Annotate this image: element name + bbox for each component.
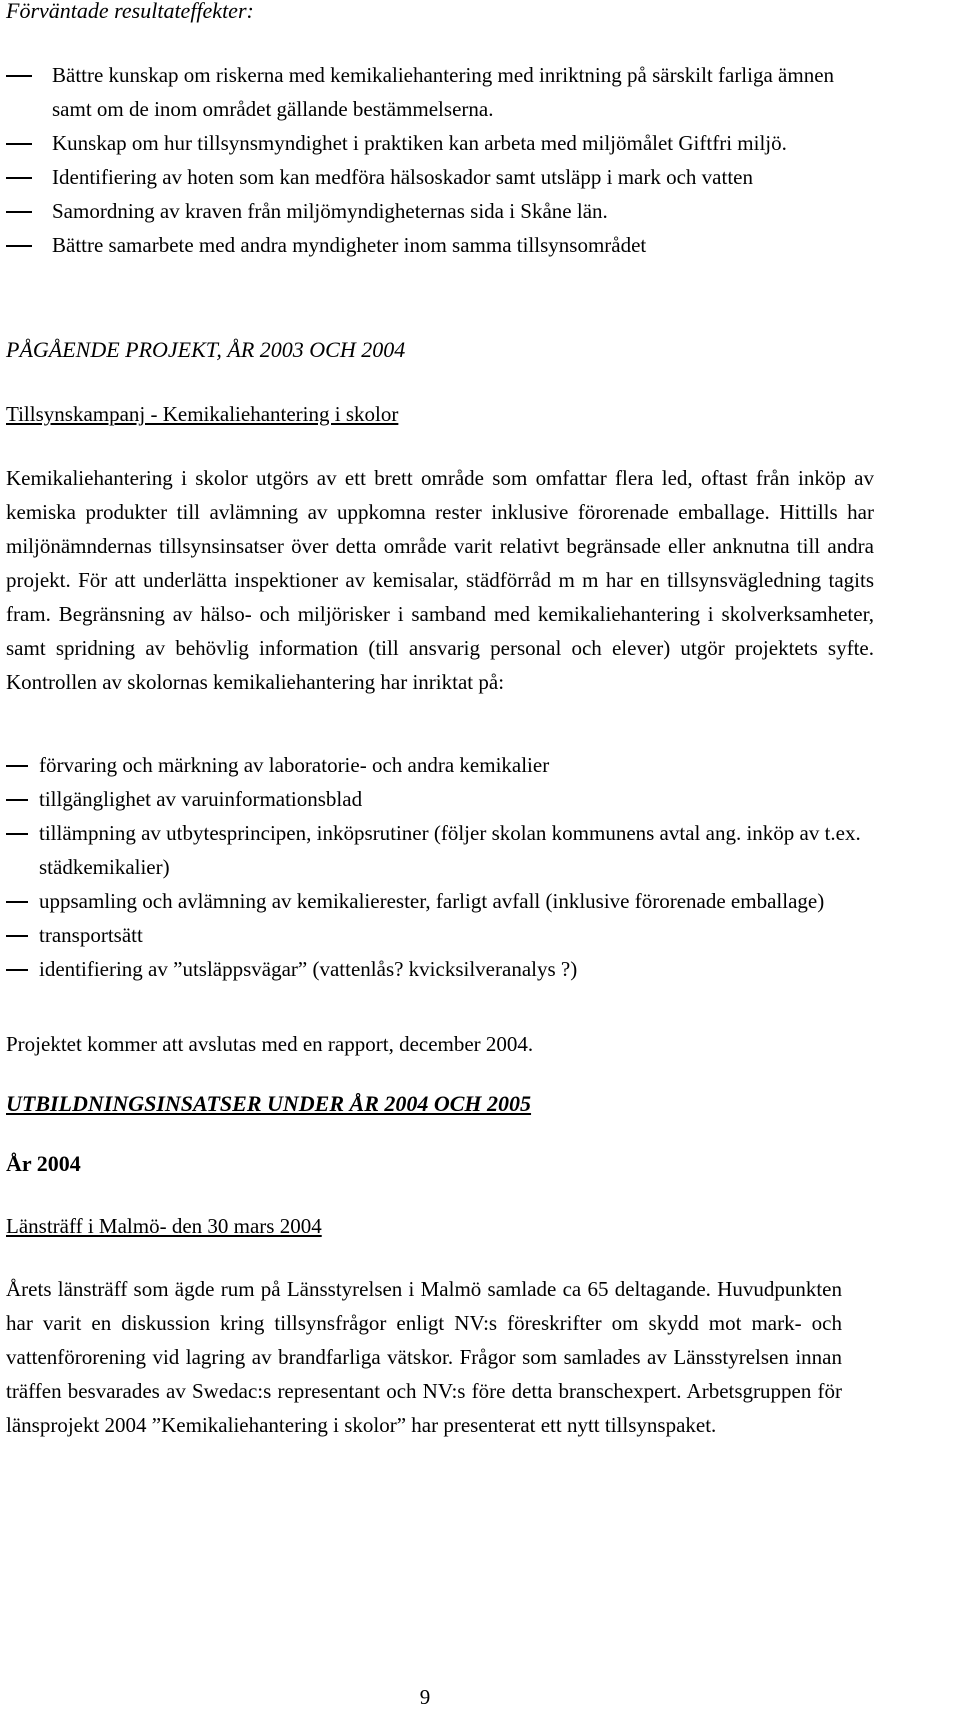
list-item: Samordning av kraven från miljömyndigheternas sida i Skåne län. bbox=[6, 194, 866, 228]
list-item: tillgänglighet av varuinformationsblad bbox=[6, 782, 866, 816]
list-item: uppsamling och avlämning av kemikalierester, farligt avfall (inklusive förorenade emballage) bbox=[6, 884, 866, 918]
training-year: År 2004 bbox=[6, 1151, 81, 1176]
training-event: Länsträff i Malmö- den 30 mars 2004 bbox=[6, 1214, 322, 1238]
ongoing-closing: Projektet kommer att avslutas med en rapport, december 2004. bbox=[6, 1032, 534, 1056]
list-item: Identifiering av hoten som kan medföra hälsoskador samt utsläpp i mark och vatten bbox=[6, 160, 866, 194]
list-item: Bättre samarbete med andra myndigheter inom samma tillsynsområdet bbox=[6, 228, 866, 262]
training-heading: UTBILDNINGSINSATSER UNDER ÅR 2004 OCH 2005 bbox=[6, 1091, 532, 1116]
expected-results-list bbox=[6, 58, 866, 262]
ongoing-heading: PÅGÅENDE PROJEKT, ÅR 2003 OCH 2004 bbox=[6, 337, 406, 362]
ongoing-paragraph: Kemikaliehantering i skolor utgörs av ett brett område som omfattar flera led, oftast från inköp av kemiska produkter till avlämning av uppkomna rester inklusive förorenade emballage. Hittills har miljönämndernas tillsynsinsatser över detta område varit relativt begränsade eller anknutna till andra projekt. För att underlätta inspektioner av kemisalar, städförråd m m har en tillsynsvägledning tagits fram. Begränsning av hälso- och miljörisker i samband med kemikaliehantering i skolverksamheter, samt spridning av behövlig information (till ansvarig personal och elever) utgör projektets syfte. Kontrollen av skolornas kemikaliehantering har inriktat på: bbox=[6, 466, 874, 694]
list-item: transportsätt bbox=[6, 918, 866, 952]
ongoing-subheading: Tillsynskampanj - Kemikaliehantering i skolor bbox=[6, 402, 399, 426]
list-item: identifiering av ”utsläppsvägar” (vattenlås? kvicksilveranalys ?) bbox=[6, 952, 866, 986]
list-item: förvaring och märkning av laboratorie- och andra kemikalier bbox=[6, 748, 866, 782]
page-number: 9 bbox=[419, 1685, 431, 1709]
list-item: Bättre kunskap om riskerna med kemikaliehantering med inriktning på särskilt farliga ämnen samt om de inom området gällande bestämmelserna. bbox=[6, 58, 866, 126]
ongoing-list bbox=[6, 748, 866, 986]
list-item: tillämpning av utbytesprincipen, inköpsrutiner (följer skolan kommunens avtal ang. inköp av t.ex. städkemikalier) bbox=[6, 816, 866, 884]
training-paragraph: Årets länsträff som ägde rum på Länsstyrelsen i Malmö samlade ca 65 deltagande. Huvudpunkten har varit en diskussion kring tillsynsfrågor enligt NV:s föreskrifter om skydd mot mark- och vattenförorening vid lagring av brandfarliga vätskor. Frågor som samlades av Länsstyrelsen innan träffen besvarades av Swedac:s representant och NV:s före detta branschexpert. Arbetsgruppen för länsprojekt 2004 ”Kemikaliehantering i skolor” har presenterat ett nytt tillsynspaket. bbox=[6, 1277, 842, 1437]
expected-results-title: Förväntade resultateffekter: bbox=[6, 0, 254, 23]
list-item: Kunskap om hur tillsynsmyndighet i praktiken kan arbeta med miljömålet Giftfri miljö. bbox=[6, 126, 866, 160]
